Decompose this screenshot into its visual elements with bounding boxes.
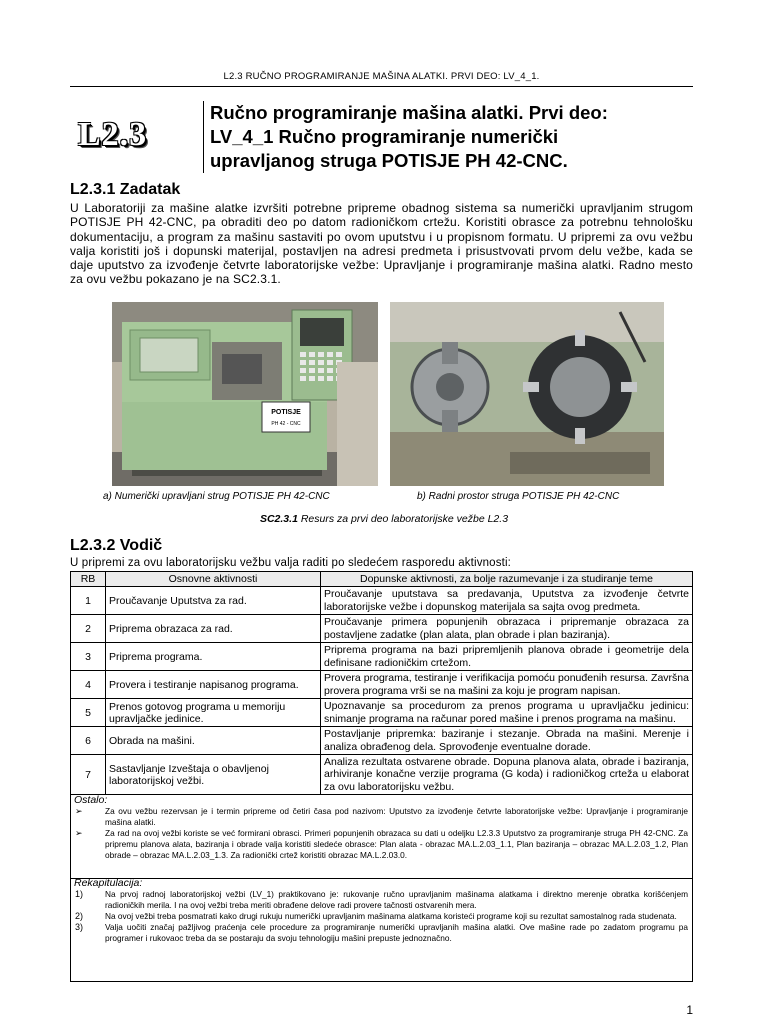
header-rule [70,86,693,87]
ostalo-box [70,795,693,879]
list-item-text: Za ovu vežbu rezervsan je i termin pripreme od četiri časa pod nazivom: Uputstvo za izvođenje četvrte laboratorijske vežbe: Upravljanje i programiranje mašina alatki. [105,806,688,827]
col-osnovne: Osnovne aktivnosti [106,572,321,587]
table-row [71,587,693,615]
table-header-row [71,572,693,587]
page-number: 1 [686,1003,693,1017]
bullet-marker: ➢ [75,806,83,816]
rekapitulacija-label: Rekapitulacija: [74,877,143,889]
cell-osnovne: Prenos gotovog programa u memoriju upravljačke jedinice. [106,699,321,727]
cell-dopunske: Upoznavanje sa procedurom za prenos programa u upravljačku jedinicu: snimanje programa na računar pored mašine i prenos programa na mašinu. [321,699,693,727]
col-rb: RB [71,572,106,587]
cell-osnovne: Provera i testiranje napisanog programa. [106,671,321,699]
list-item [71,828,692,861]
cell-dopunske: Proučavanje uputstava sa predavanja, Uputstva za izvođenje četvrte laboratorijske vežbe i dopunskog materijala sa sajta ovog predmeta. [321,587,693,615]
page-title [210,101,700,173]
title-line-1: Ručno programiranje mašina alatki. Prvi deo: [210,102,608,123]
zadatak-paragraph: U Laboratoriji za mašine alatke izvršiti potrebne pripreme obadnog sistema sa numerički upravljanim strugom POTISJE PH 42-CNC, pa obraditi deo po datom radioničkom crtežu. Koristiti obrasce za potrebnu tehnološku dokumentaciju, a program za mašinu sastaviti po ovom uputstvu i u propisnom formatu. U pripremi za ovu vežbu valja koristiti još i dopunski materijal, postavljen na adresi predmeta i prisustvovati prvom delu vežbe, kada se daje uputstvo za izvođenje četvrte laboratorijske vežbe: Upravljanje i programiranje mašina alatki. Radno mesto za ovu vežbu pokazano je na SC2.3.1. [70,201,693,287]
cell-osnovne: Proučavanje Uputstva za rad. [106,587,321,615]
cell-rb: 7 [71,755,106,795]
cell-osnovne: Priprema programa. [106,643,321,671]
cell-rb: 5 [71,699,106,727]
cell-rb: 2 [71,615,106,643]
photo-lathe [112,302,378,486]
figure-caption-id: SC2.3.1 [259,513,298,525]
cell-dopunske: Postavljanje pripremka: baziranje i stezanje. Obrada na mašini. Merenje i analiza obrađenog dela. Sprovođenje eventualne dorade. [321,727,693,755]
section-heading-vodic: L2.3.2 Vodič [70,537,163,554]
cell-rb: 3 [71,643,106,671]
title-line-3: upravljanog struga POTISJE PH 42-CNC. [210,150,568,171]
section-heading-zadatak: L2.3.1 Zadatak [70,181,181,198]
caption-photo-b: b) Radni prostor struga POTISJE PH 42-CNC [417,491,620,502]
ostalo-label: Ostalo: [74,794,108,806]
machine-sublabel: PH 42 - CNC [271,421,301,427]
running-header: L2.3 RUČNO PROGRAMIRANJE MAŠINA ALATKI. PRVI DEO: LV_4_1. [223,71,540,82]
list-item-text: Na prvoj radnoj laboratorijskoj vežbi (LV_1) praktikovano je: rukovanje ručno upravljanim mašinama alatkama i direktno merenje obratka korišćenjem radioničkih merila. I na ovoj vežbi treba meriti obrađene delove radi provere tačnosti ostvarenih mera. [105,889,688,910]
list-item [71,922,692,944]
cell-dopunske: Proučavanje primera popunjenih obrazaca i pripremanje obrazaca za postavljene zadatke (plan alata, plan obrade i plan baziranja). [321,615,693,643]
col-dopunske: Dopunske aktivnosti, za bolje razumevanje i za studiranje teme [321,572,693,587]
list-item-text: Za rad na ovoj vežbi koriste se već formirani obrasci. Primeri popunjenih obrazaca su dati u odeljku L2.3.3 Uputstvo za programiranje struga PH 42-CNC. Za pripremu planova alata, baziranja i obrade valja koristiti sledeće obrasce: Plan alata - obrazac MA.L.2.03_1.1, Plan baziranja – obrazac MA.L.2.03_1.2, Plan obrade – obrazac MA.L.2.03_1.3. Za radionički crtež koristiti obrazac MA.L.2.03.0. [105,828,688,860]
title-rule [203,101,204,173]
table-row [71,755,693,795]
table-row [71,643,693,671]
photo-work-area [390,302,664,486]
cell-osnovne: Priprema obrazaca za rad. [106,615,321,643]
cell-osnovne: Sastavljanje Izveštaja o obavljenoj laboratorijskoj vežbi. [106,755,321,795]
title-line-2: LV_4_1 Ručno programiranje numerički [210,126,559,147]
cell-dopunske: Analiza rezultata ostvarene obrade. Dopuna planova alata, obrade i baziranja, arhiviranje konačne verzije programa (G koda) i radioničkog crteža u elaborat za ovu laboratorijsku vežbu. [321,755,693,795]
cell-rb: 1 [71,587,106,615]
caption-photo-a: a) Numerički upravljani strug POTISJE PH 42-CNC [103,491,330,502]
cell-rb: 6 [71,727,106,755]
vodic-intro: U pripremi za ovu laboratorijsku vežbu valja raditi po sledećem rasporedu aktivnosti: [70,557,512,569]
list-item-text: Valja uočiti značaj pažljivog praćenja cele procedure za programiranje numerički upravljanih mašina alatki. Ove mašine rade po zadatom programu pa programer i rukovaoc treba da se postaraju da svoju tehnologiju mašini prepuste jednoznačno. [105,922,688,943]
cell-dopunske: Provera programa, testiranje i verifikacija pomoću ponuđenih resursa. Završna provera programa vrši se na mašini za koju je program napisan. [321,671,693,699]
number-marker: 2) [75,911,84,921]
list-item [71,889,692,911]
table-row [71,671,693,699]
figure-caption-text: Resurs za prvi deo laboratorijske vežbe L2.3 [297,513,509,525]
figure-caption [0,513,768,525]
cell-dopunske: Priprema programa na bazi pripremljenih planova obrade i geometrije dela definisane radioničkim crtežom. [321,643,693,671]
rekapitulacija-box [70,878,693,982]
bullet-marker: ➢ [75,828,83,838]
list-item [71,911,692,922]
list-item [71,806,692,828]
table-row [71,727,693,755]
number-marker: 3) [75,922,84,932]
cell-rb: 4 [71,671,106,699]
activities-table [70,571,693,795]
machine-label: POTISJE [271,409,301,416]
cell-osnovne: Obrada na mašini. [106,727,321,755]
chapter-badge: L2.3 [78,116,148,153]
list-item-text: Na ovoj vežbi treba posmatrati kako drugi rukuju numerički upravljanim mašinama alatkama koristeći programe koji su rezultat samostalnog rada studenata. [105,911,677,921]
number-marker: 1) [75,889,84,899]
table-row [71,615,693,643]
table-row [71,699,693,727]
